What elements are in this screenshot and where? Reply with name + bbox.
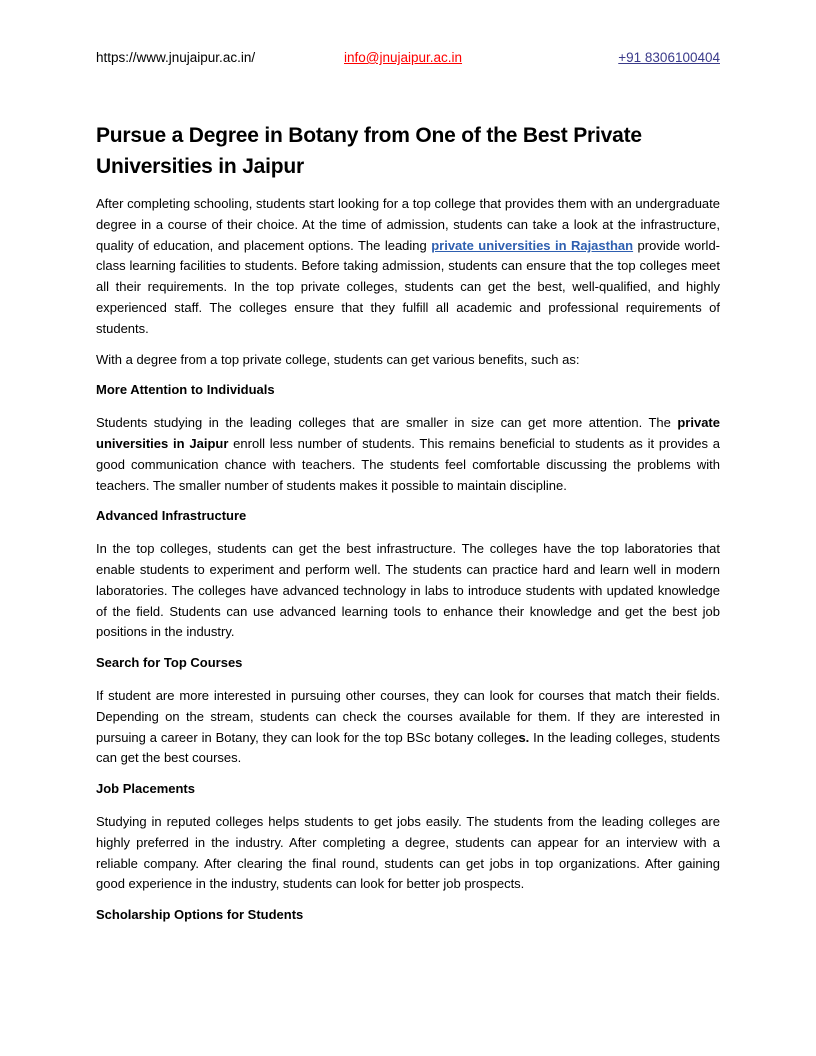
infrastructure-paragraph: In the top colleges, students can get the best infrastructure. The colleges have the top laboratories that enable students to experiment and perform well. The students can practice hard and learn well in modern laboratories. The colleges have advanced technology in labs to introduce students with updated knowledge of the field. Students can use advanced learning tools to enhance their knowledge and get the best job positions in the industry. [96,541,720,640]
benefits-intro-paragraph: With a degree from a top private college, students can get various benefits, such as: [96,351,580,367]
section-heading-infrastructure: Advanced Infrastructure [96,508,247,524]
attention-text-part2: enroll less number of students. This remains beneficial to students as it provides a good communication chance with teachers. The students feel comfortable discussing the problems with teachers. The smaller number of students makes it possible to maintain discipline. [96,435,720,493]
intro-paragraph [96,194,720,340]
courses-text-part1: If student are more interested in pursuing other courses, they can look for courses that match their fields. Depending on the stream, students can check the courses available for them. If they are interested in pursuing a career in Botany, they can look for the top BSc botany college [96,687,720,745]
section-heading-courses: Search for Top Courses [96,655,243,671]
article-title: Pursue a Degree in Botany from One of the Best Private Universities in Jaipur [96,124,642,178]
courses-text-part2: In the leading colleges, students can get the best courses. [96,729,720,766]
intro-text-part1: After completing schooling, students start looking for a top college that provides them with an undergraduate degree in a course of their choice. At the time of admission, students can take a look at the infrastructure, quality of education, and placement options. The leading [96,196,720,253]
header-phone-link[interactable]: +91 8306100404 [618,50,720,65]
courses-paragraph [96,686,720,769]
placements-paragraph: Studying in reputed colleges helps students to get jobs easily. The students from the leading colleges are highly preferred in the industry. After completing a degree, students can appear for an interview with a reliable company. After clearing the final round, students can get jobs in top organizations. After gaining good experience in the industry, students can look for better job prospects. [96,813,720,892]
attention-bold-text: private universities in Jaipur [96,415,720,451]
section-heading-scholarship: Scholarship Options for Students [96,907,304,923]
courses-bold-text: s. [518,729,530,745]
header-url[interactable]: https://www.jnujaipur.ac.in/ [96,50,256,65]
section-heading-attention: More Attention to Individuals [96,382,275,398]
article-content [96,120,720,938]
intro-text-part2: provide world-class learning facilities to students. Before taking admission, students can ensure that the top colleges meet all their requirements. In the top private colleges, students can get the best, well-qualified, and highly experienced staff. The colleges ensure that they fulfill all academic and professional requirements of students. [96,237,720,336]
private-universities-rajasthan-link[interactable]: private universities in Rajasthan [431,237,634,253]
page-header [96,48,720,68]
header-email-link[interactable]: info@jnujaipur.ac.in [344,50,463,65]
attention-text-part1: Students studying in the leading colleges that are smaller in size can get more attention. The [96,415,678,431]
section-heading-placements: Job Placements [96,781,195,797]
document-page [96,0,720,1056]
attention-paragraph [96,413,720,496]
